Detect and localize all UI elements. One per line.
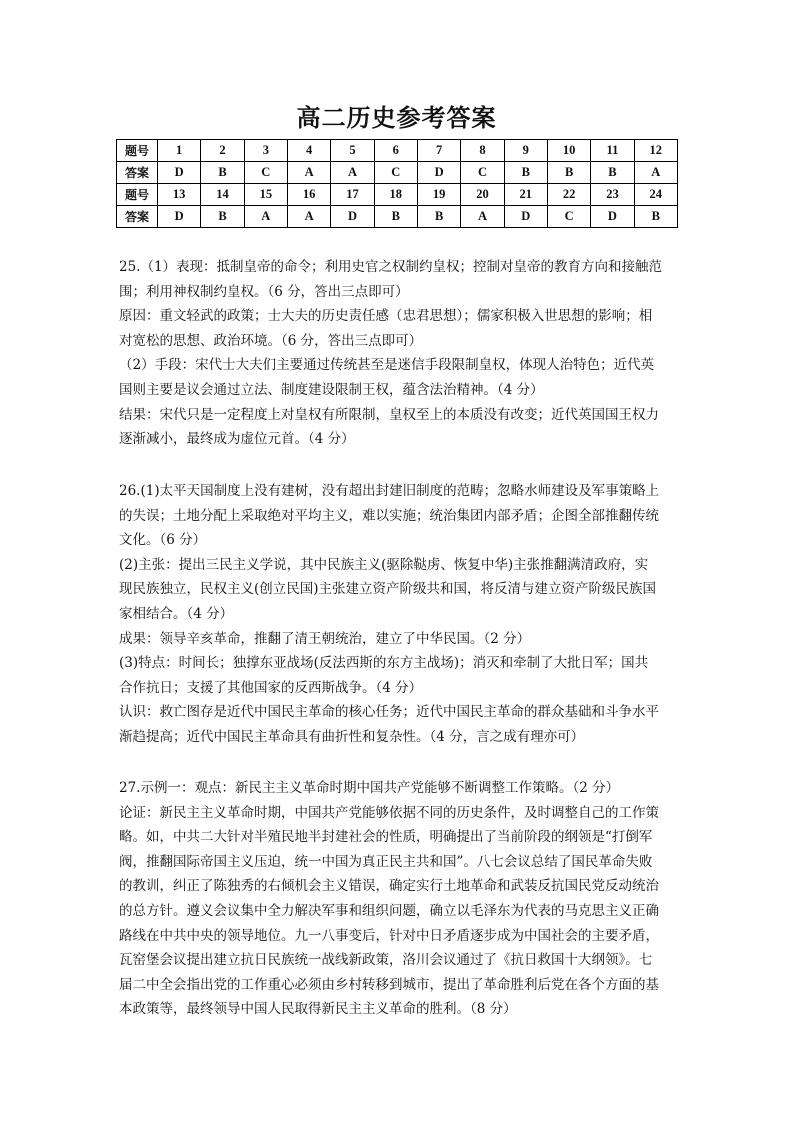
table-cell: 6 xyxy=(374,140,417,162)
q25-line: 逐渐减小，最终成为虚位元首。（4 分） xyxy=(119,431,355,448)
table-cell: C xyxy=(547,206,590,228)
table-cell: C xyxy=(374,162,417,184)
q27-line: 的教训，纠正了陈独秀的右倾机会主义错误，确定实行土地革命和武装反抗国民党反动统治 xyxy=(119,878,659,895)
table-cell: 14 xyxy=(201,184,244,206)
answer-table-row xyxy=(117,206,678,228)
table-cell: C xyxy=(461,162,504,184)
q26-line: (3)特点：时间长；独撑东亚战场(反法西斯的东方主战场)；消灭和牵制了大批日军；国共 xyxy=(119,655,649,672)
table-cell: 3 xyxy=(244,140,287,162)
q26-line: 家相结合。（4 分） xyxy=(119,605,234,622)
q27-line: 27.示例一：观点：新民主主义革命时期中国共产党能够不断调整工作策略。（2 分） xyxy=(119,780,620,796)
table-cell: 24 xyxy=(634,184,677,206)
question-26-answer xyxy=(119,479,679,750)
table-cell: D xyxy=(331,206,374,228)
q26-line: 的失误；土地分配上采取绝对平均主义，难以实施；统治集团内部矛盾；企图全部推翻传统 xyxy=(119,507,659,524)
table-cell: 2 xyxy=(201,140,244,162)
q25-line: 原因：重文轻武的政策；士大夫的历史责任感（忠君思想）；儒家积极入世思想的影响；相 xyxy=(119,308,653,325)
q25-line: 围；利用神权制约皇权。（6 分，答出三点即可） xyxy=(119,283,409,300)
q26-line: 认识：救亡图存是近代中国民主革命的核心任务；近代中国民主革命的群众基础和斗争水平 xyxy=(119,704,659,721)
q26-line: 现民族独立，民权主义(创立民国)主张建立资产阶级共和国，将反清与建立资产阶级民族国 xyxy=(119,581,657,598)
table-cell: 16 xyxy=(287,184,330,206)
q26-line: (2)主张：提出三民主义学说，其中民族主义(驱除鞑虏、恢复中华)主张推翻满清政府，实 xyxy=(119,556,649,573)
table-cell: 22 xyxy=(547,184,590,206)
q25-line: 对宽松的思想、政治环境。（6 分，答出三点即可） xyxy=(119,332,423,349)
table-cell: B xyxy=(417,206,460,228)
question-27-answer xyxy=(119,776,679,1022)
q27-line: 略。如，中共二大针对半殖民地半封建社会的性质，明确提出了当前阶段的纲领是“打倒军 xyxy=(119,829,653,846)
q27-line: 的总方针。遵义会议集中全力解决军事和组织问题，确立以毛泽东为代表的马克思主义正确 xyxy=(119,902,659,919)
table-cell: 7 xyxy=(417,140,460,162)
table-cell: 10 xyxy=(547,140,590,162)
row-header: 题号 xyxy=(117,184,158,206)
q26-line: 合作抗日；支援了其他国家的反西斯战争。（4 分） xyxy=(119,679,423,696)
q25-line: 结果：宋代只是一定程度上对皇权有所限制，皇权至上的本质没有改变；近代英国国王权力 xyxy=(119,406,659,423)
table-cell: 4 xyxy=(287,140,330,162)
table-cell: B xyxy=(374,206,417,228)
table-cell: 20 xyxy=(461,184,504,206)
table-cell: B xyxy=(201,162,244,184)
table-cell: 19 xyxy=(417,184,460,206)
table-cell: D xyxy=(504,206,547,228)
q27-line: 瓦窑堡会议提出建立抗日民族统一战线新政策，洛川会议通过了《抗日救国十大纲领》。七 xyxy=(119,952,653,969)
q27-line: 路线在中共中央的领导地位。九一八事变后，针对中日矛盾逐步成为中国社会的主要矛盾， xyxy=(119,927,659,944)
table-cell: B xyxy=(591,162,634,184)
table-cell: C xyxy=(244,162,287,184)
q26-line: 26.(1)太平天国制度上没有建树，没有超出封建旧制度的范畴；忽略水师建设及军事策略上 xyxy=(119,483,660,499)
page-title: 高二历史参考答案 xyxy=(296,104,497,132)
table-cell: B xyxy=(201,206,244,228)
table-cell: 21 xyxy=(504,184,547,206)
table-cell: A xyxy=(461,206,504,228)
table-cell: B xyxy=(547,162,590,184)
table-cell: 11 xyxy=(591,140,634,162)
answer-table-row xyxy=(117,184,678,206)
table-cell: 12 xyxy=(634,140,677,162)
table-cell: D xyxy=(417,162,460,184)
q27-line: 届二中全会指出党的工作重心必须由乡村转移到城市，提出了革命胜利后党在各个方面的基 xyxy=(119,976,659,993)
answer-table-row xyxy=(117,140,678,162)
table-cell: 23 xyxy=(591,184,634,206)
table-cell: A xyxy=(244,206,287,228)
table-cell: B xyxy=(504,162,547,184)
question-25-answer xyxy=(119,255,679,452)
row-header: 答案 xyxy=(117,162,158,184)
table-cell: 9 xyxy=(504,140,547,162)
answer-table xyxy=(116,139,678,228)
row-header: 题号 xyxy=(117,140,158,162)
table-cell: D xyxy=(158,206,201,228)
q25-line: 国则主要是议会通过立法、制度建设限制王权，蕴含法治精神。（4 分） xyxy=(119,381,544,398)
table-cell: A xyxy=(331,162,374,184)
q27-line: 论证：新民主主义革命时期，中国共产党能够依据不同的历史条件，及时调整自己的工作策 xyxy=(119,804,659,821)
table-cell: 8 xyxy=(461,140,504,162)
q26-line: 文化。（6 分） xyxy=(119,532,207,549)
table-cell: D xyxy=(591,206,634,228)
q26-line: 成果：领导辛亥革命，推翻了清王朝统治，建立了中华民国。（2 分） xyxy=(119,630,531,647)
q27-line: 阀，推翻国际帝国主义压迫，统一中国为真正民主共和国”。八七会议总结了国民革命失败 xyxy=(119,853,653,870)
answer-table-row xyxy=(117,162,678,184)
table-cell: 13 xyxy=(158,184,201,206)
table-cell: 18 xyxy=(374,184,417,206)
table-cell: B xyxy=(634,206,677,228)
q25-line: 25.（1）表现：抵制皇帝的命令；利用史官之权制约皇权；控制对皇帝的教育方向和接触范 xyxy=(119,259,663,275)
q26-line: 渐趋提高；近代中国民主革命具有曲折性和复杂性。（4 分，言之成有理亦可） xyxy=(119,728,585,745)
q27-line: 本政策等，最终领导中国人民取得新民主主义革命的胜利。（8 分） xyxy=(119,1001,517,1018)
table-cell: 15 xyxy=(244,184,287,206)
table-cell: 1 xyxy=(158,140,201,162)
table-cell: A xyxy=(287,162,330,184)
row-header: 答案 xyxy=(117,206,158,228)
table-cell: D xyxy=(158,162,201,184)
table-cell: 5 xyxy=(331,140,374,162)
table-cell: A xyxy=(634,162,677,184)
table-cell: 17 xyxy=(331,184,374,206)
q25-line: （2）手段：宋代士大夫们主要通过传统甚至是迷信手段限制皇权，体现人治特色；近代英 xyxy=(119,357,655,374)
table-cell: A xyxy=(287,206,330,228)
